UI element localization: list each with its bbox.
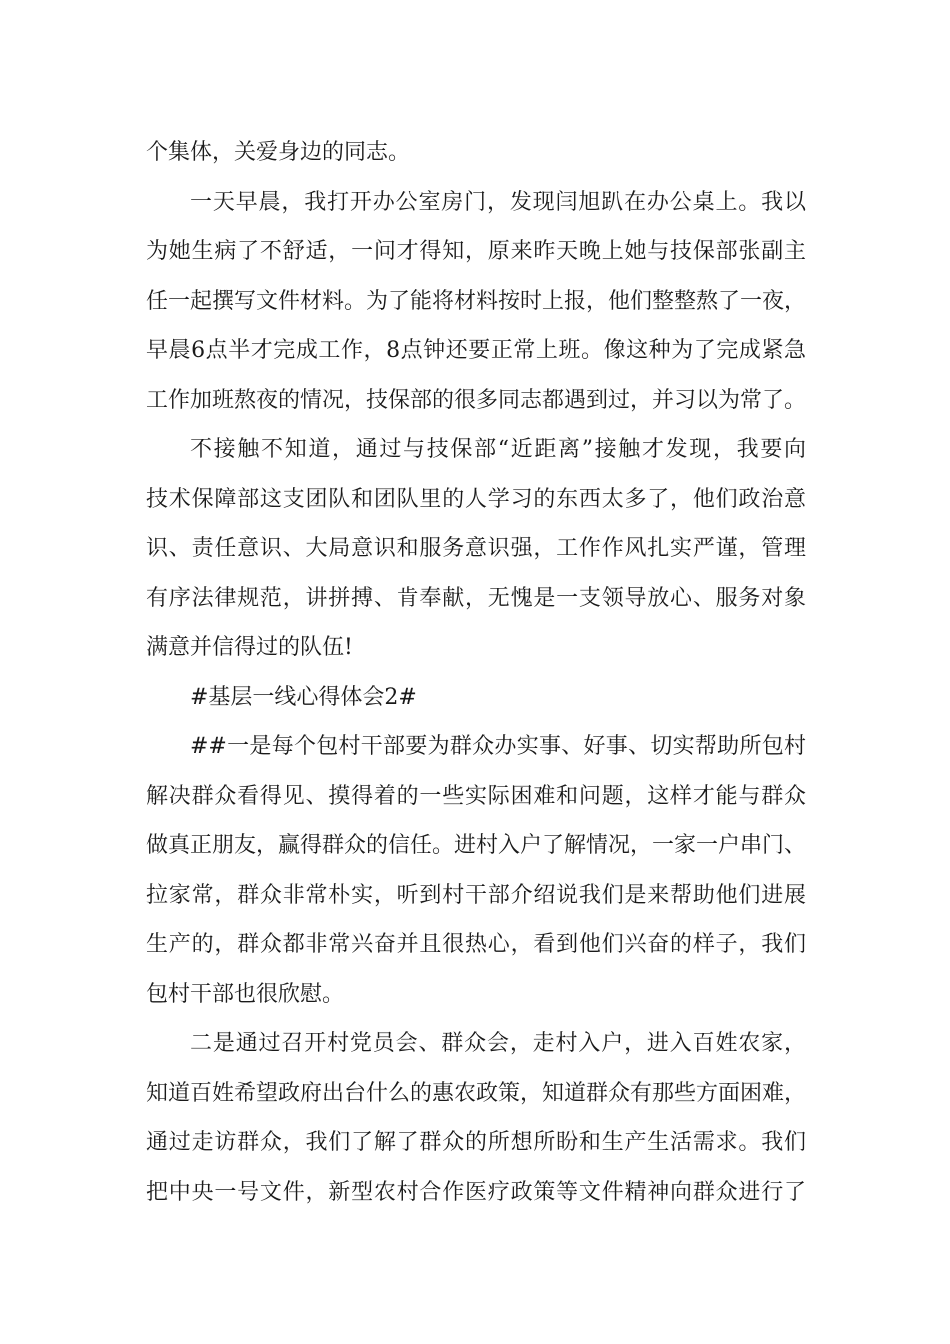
text-line: 满意并信得过的队伍! <box>146 635 353 660</box>
text-line: 早晨6点半才完成工作，8点钟还要正常上班。像这种为了完成紧急 <box>146 338 806 363</box>
text-line: 为她生病了不舒适，一问才得知，原来昨天晚上她与技保部张副主 <box>146 239 806 264</box>
text-line: 工作加班熬夜的情况，技保部的很多同志都遇到过，并习以为常了。 <box>146 387 807 413</box>
text-line: 个集体，关爱身边的同志。 <box>146 140 411 165</box>
text-line: 一天早晨，我打开办公室房门，发现闫旭趴在办公桌上。我以 <box>190 189 806 215</box>
text-line: 任一起撰写文件材料。为了能将材料按时上报，他们整整熬了一夜， <box>146 288 807 314</box>
text-line: #基层一线心得体会2# <box>190 684 417 710</box>
text-line: 有序法律规范，讲拼搏、肯奉献，无愧是一支领导放心、服务对象 <box>146 585 806 611</box>
body-text <box>146 128 806 1217</box>
text-line: 把中央一号文件，新型农村合作医疗政策等文件精神向群众进行了 <box>146 1179 806 1205</box>
text-line: 二是通过召开村党员会、群众会，走村入户，进入百姓农家， <box>190 1031 806 1056</box>
text-line: 做真正朋友，赢得群众的信任。进村入户了解情况，一家一户串门、 <box>146 833 807 858</box>
text-line: ##一是每个包村干部要为群众办实事、好事、切实帮助所包村 <box>190 734 806 759</box>
text-line: 不接触不知道，通过与技保部“近距离”接触才发现，我要向 <box>190 437 806 462</box>
text-line: 包村干部也很欣慰。 <box>146 981 345 1007</box>
text-line: 通过走访群众，我们了解了群众的所想所盼和生产生活需求。我们 <box>146 1130 806 1155</box>
text-line: 解决群众看得见、摸得着的一些实际困难和问题，这样才能与群众 <box>146 783 806 809</box>
text-line: 技术保障部这支团队和团队里的人学习的东西太多了，他们政治意 <box>146 486 806 512</box>
text-line: 知道百姓希望政府出台什么的惠农政策，知道群众有那些方面困难， <box>146 1080 807 1106</box>
text-line: 生产的，群众都非常兴奋并且很热心，看到他们兴奋的样子，我们 <box>146 932 806 957</box>
text-line: 识、责任意识、大局意识和服务意识强，工作作风扎实严谨，管理 <box>146 536 806 561</box>
text-line: 拉家常，群众非常朴实，听到村干部介绍说我们是来帮助他们进展 <box>146 882 806 908</box>
